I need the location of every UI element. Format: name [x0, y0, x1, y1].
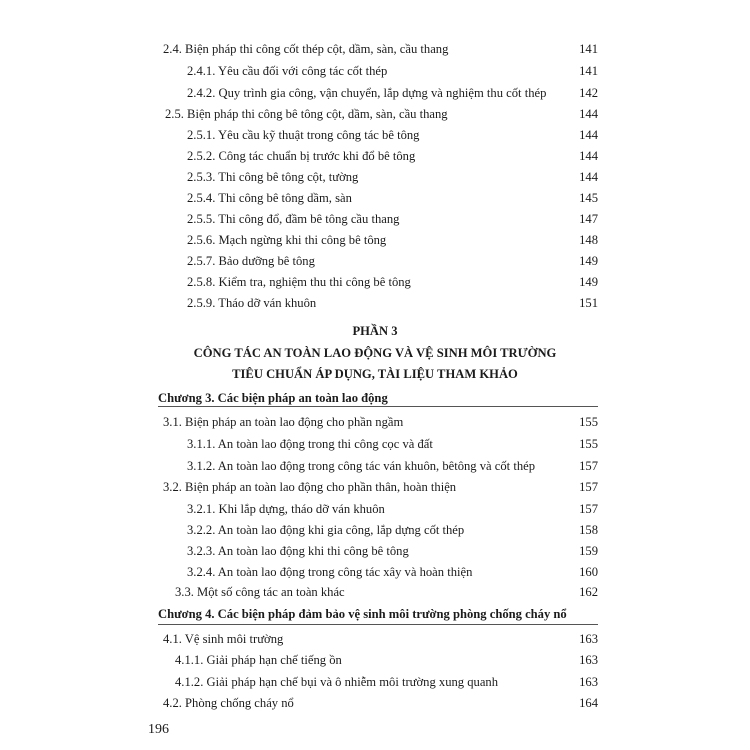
toc-entry — [0, 436, 750, 452]
toc-entry-title: 2.5. Biện pháp thi công bê tông cột, dầm, sàn, cầu thang — [165, 107, 448, 121]
toc-entry — [0, 85, 750, 101]
part-title-line-2: TIÊU CHUẨN ÁP DỤNG, TÀI LIỆU THAM KHẢO — [232, 367, 518, 381]
toc-entry-page: 145 — [579, 191, 598, 205]
toc-entry — [0, 211, 750, 227]
toc-entry-page: 158 — [579, 523, 598, 537]
toc-entry-title: 3.2.3. An toàn lao động khi thi công bê tông — [187, 544, 409, 558]
toc-entry — [0, 501, 750, 517]
toc-entry-title: 2.5.3. Thi công bê tông cột, tường — [187, 170, 359, 184]
toc-entry-title: 3.2.2. An toàn lao động khi gia công, lắp dựng cốt thép — [187, 523, 465, 537]
part-title-line-1: CÔNG TÁC AN TOÀN LAO ĐỘNG VÀ VỆ SINH MÔI TRƯỜNG — [193, 346, 557, 360]
toc-entry — [0, 274, 750, 290]
toc-entry-page: 144 — [579, 128, 598, 142]
toc-entry — [0, 169, 750, 185]
toc-entry-page: 157 — [579, 502, 598, 516]
toc-entry-page: 157 — [579, 480, 598, 494]
toc-entry-page: 160 — [579, 565, 598, 579]
toc-entry — [0, 479, 750, 495]
toc-entry — [0, 106, 750, 122]
toc-entry — [0, 674, 750, 690]
toc-entry-title: 2.4.1. Yêu cầu đối với công tác cốt thép — [187, 64, 388, 78]
toc-entry — [0, 232, 750, 248]
toc-entry-title: 2.5.8. Kiểm tra, nghiệm thu thi công bê tông — [187, 275, 411, 289]
toc-entry-page: 162 — [579, 585, 598, 599]
toc-entry-title: 2.5.7. Bảo dưỡng bê tông — [187, 254, 315, 268]
toc-entry — [0, 584, 750, 600]
toc-entry — [0, 695, 750, 711]
page-number: 196 — [148, 722, 169, 737]
chapter-heading — [0, 390, 750, 406]
chapter-title: Chương 4. Các biện pháp đảm bảo vệ sinh môi trường phòng chống cháy nổ — [158, 607, 567, 621]
chapter-title: Chương 3. Các biện pháp an toàn lao động — [158, 391, 388, 405]
toc-entry-title: 2.4.2. Quy trình gia công, vận chuyển, lắp dựng và nghiệm thu cốt thép — [187, 86, 547, 100]
toc-entry — [0, 414, 750, 430]
toc-entry-page: 163 — [579, 632, 598, 646]
toc-entry — [0, 63, 750, 79]
toc-entry-title: 2.5.1. Yêu cầu kỹ thuật trong công tác bê tông — [187, 128, 420, 142]
toc-entry-title: 2.5.6. Mạch ngừng khi thi công bê tông — [187, 233, 387, 247]
toc-entry-page: 147 — [579, 212, 598, 226]
part-heading: PHẦN 3 — [352, 324, 398, 338]
toc-entry — [0, 564, 750, 580]
toc-entry-title: 2.5.4. Thi công bê tông dầm, sàn — [187, 191, 352, 205]
toc-entry-page: 149 — [579, 254, 598, 268]
chapter-rule — [158, 406, 598, 407]
toc-entry-title: 2.5.9. Tháo dỡ ván khuôn — [187, 296, 317, 310]
chapter-heading — [0, 606, 750, 622]
toc-entry-page: 159 — [579, 544, 598, 558]
toc-entry-page: 155 — [579, 437, 598, 451]
toc-entry — [0, 253, 750, 269]
toc-entry-title: 3.2. Biện pháp an toàn lao động cho phần thân, hoàn thiện — [163, 480, 457, 494]
toc-entry — [0, 543, 750, 559]
toc-entry-page: 155 — [579, 415, 598, 429]
toc-entry-title: 4.1.2. Giải pháp hạn chế bụi và ô nhiễm môi trường xung quanh — [175, 675, 499, 689]
toc-entry — [0, 631, 750, 647]
toc-entry-page: 148 — [579, 233, 598, 247]
toc-entry-page: 142 — [579, 86, 598, 100]
toc-entry-page: 144 — [579, 170, 598, 184]
toc-entry-title: 4.1.1. Giải pháp hạn chế tiếng ồn — [175, 653, 342, 667]
toc-entry — [0, 127, 750, 143]
toc-entry-title: 4.2. Phòng chống cháy nổ — [163, 696, 294, 710]
toc-entry-page: 144 — [579, 149, 598, 163]
toc-entry — [0, 458, 750, 474]
toc-entry — [0, 41, 750, 57]
toc-entry-title: 3.3. Một số công tác an toàn khác — [175, 585, 345, 599]
toc-entry-page: 164 — [579, 696, 598, 710]
toc-entry-page: 144 — [579, 107, 598, 121]
toc-entry — [0, 295, 750, 311]
chapter-rule — [158, 624, 598, 625]
toc-entry-title: 3.1. Biện pháp an toàn lao động cho phần ngầm — [163, 415, 404, 429]
toc-entry-page: 163 — [579, 653, 598, 667]
toc-entry-page: 149 — [579, 275, 598, 289]
toc-entry-page: 151 — [579, 296, 598, 310]
toc-entry-title: 3.2.4. An toàn lao động trong công tác xây và hoàn thiện — [187, 565, 473, 579]
toc-entry — [0, 522, 750, 538]
toc-entry-title: 3.2.1. Khi lắp dựng, tháo dỡ ván khuôn — [187, 502, 385, 516]
toc-entry-page: 157 — [579, 459, 598, 473]
toc-entry-title: 3.1.1. An toàn lao động trong thi công cọc và đất — [187, 437, 433, 451]
toc-entry — [0, 148, 750, 164]
toc-entry-title: 2.5.5. Thi công đổ, đầm bê tông cầu thang — [187, 212, 400, 226]
toc-entry-title: 2.4. Biện pháp thi công cốt thép cột, dầm, sàn, cầu thang — [163, 42, 449, 56]
toc-entry-title: 3.1.2. An toàn lao động trong công tác ván khuôn, bêtông và cốt thép — [187, 459, 536, 473]
toc-entry-title: 4.1. Vệ sinh môi trường — [163, 632, 284, 646]
toc-entry-page: 141 — [579, 64, 598, 78]
toc-entry-page: 163 — [579, 675, 598, 689]
toc-entry — [0, 652, 750, 668]
toc-entry-page: 141 — [579, 42, 598, 56]
toc-entry-title: 2.5.2. Công tác chuẩn bị trước khi đổ bê tông — [187, 149, 416, 163]
toc-entry — [0, 190, 750, 206]
